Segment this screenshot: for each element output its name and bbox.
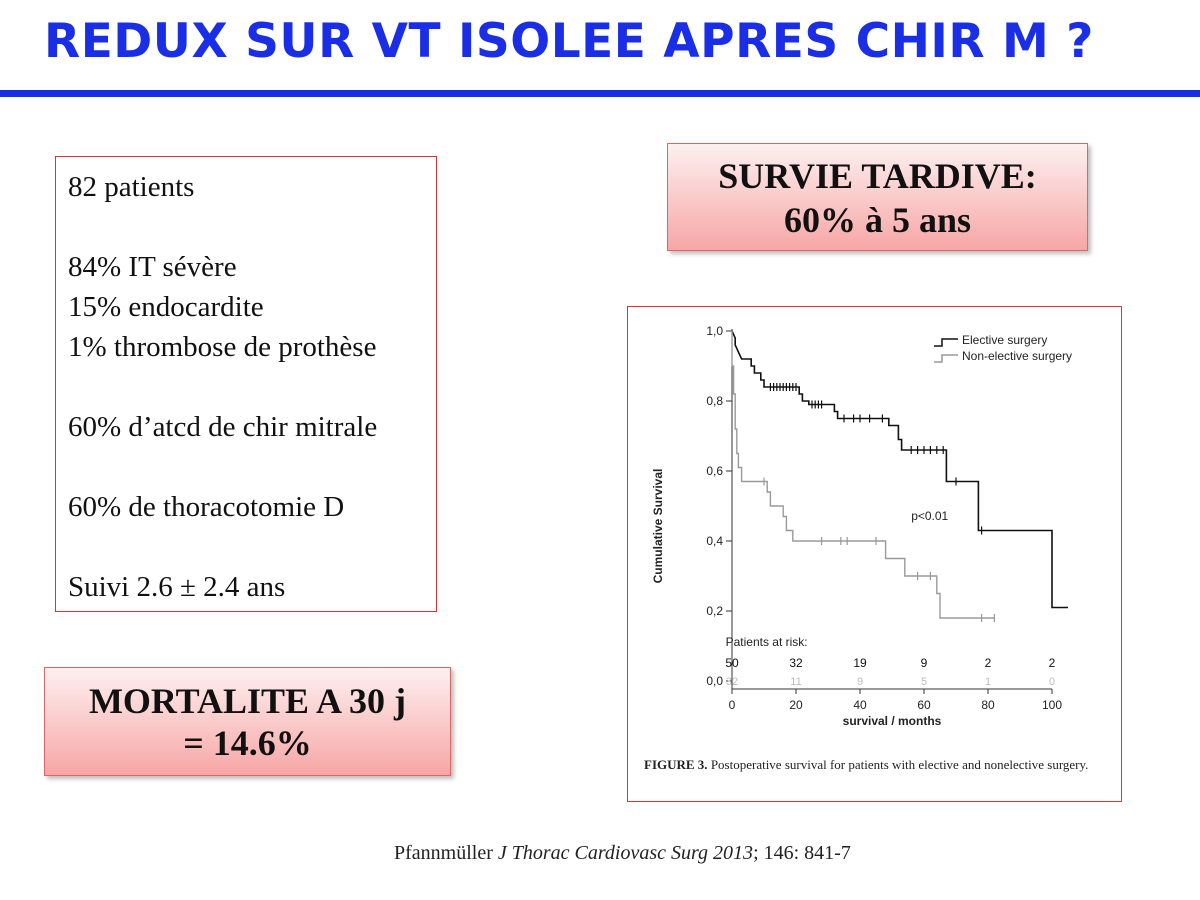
p-value-annotation: p<0.01	[911, 509, 949, 523]
x-tick-label: 20	[789, 698, 803, 712]
info-line: Suivi 2.6 ± 2.4 ans	[68, 571, 286, 603]
info-line: 60% d’atcd de chir mitrale	[68, 411, 378, 443]
risk-count-elective: 2	[984, 656, 992, 670]
citation	[394, 842, 851, 865]
mortality-value: = 14.6%	[183, 723, 312, 763]
y-tick-label: 0,0	[706, 674, 723, 688]
survival-chart	[628, 307, 1121, 747]
mortality-heading: MORTALITE A 30 j	[88, 681, 407, 721]
citation-ref: ; 146: 841-7	[753, 842, 851, 864]
y-axis-label: Cumulative Survival	[651, 468, 665, 584]
patient-info-box	[55, 156, 437, 612]
info-spacer	[68, 527, 436, 567]
legend-label: Non-elective surgery	[962, 349, 1073, 363]
figure-caption	[644, 755, 1112, 775]
mortality-box	[44, 667, 451, 776]
y-tick-label: 0,6	[706, 464, 723, 478]
citation-journal: J Thorac Cardiovasc Surg 2013	[497, 842, 754, 864]
citation-author: Pfannmüller	[394, 842, 493, 864]
figure-caption-text: Postoperative survival for patients with elective and nonelective surgery.	[710, 757, 1089, 772]
legend-label: Elective surgery	[962, 333, 1048, 347]
y-tick-label: 0,4	[706, 534, 723, 548]
x-tick-label: 60	[917, 698, 931, 712]
info-spacer	[68, 367, 436, 407]
info-spacer	[68, 207, 436, 247]
series-line-non-elective	[732, 331, 994, 618]
late-survival-box	[667, 143, 1088, 251]
legend-swatch	[934, 339, 958, 346]
x-axis-label: survival / months	[842, 714, 942, 728]
risk-count-non-elective: 5	[920, 676, 928, 688]
risk-count-elective: 32	[789, 656, 803, 670]
risk-count-non-elective: 32	[725, 676, 739, 688]
risk-count-non-elective: 11	[790, 676, 802, 688]
info-line: 60% de thoracotomie D	[68, 491, 345, 523]
y-tick-label: 0,2	[706, 604, 723, 618]
slide-title: REDUX SUR VT ISOLEE APRES CHIR M ?	[44, 14, 1094, 69]
x-tick-label: 40	[853, 698, 867, 712]
risk-count-elective: 9	[920, 656, 928, 670]
risk-count-elective: 19	[853, 656, 867, 670]
series-line-elective	[732, 331, 1068, 608]
y-tick-label: 1,0	[706, 324, 723, 338]
late-survival-heading: SURVIE TARDIVE:	[718, 156, 1037, 196]
risk-count-elective: 2	[1048, 656, 1056, 670]
legend-swatch	[934, 355, 958, 362]
info-line: 15% endocardite	[68, 291, 264, 323]
risk-count-elective: 50	[725, 656, 739, 670]
info-line: 84% IT sévère	[68, 251, 237, 283]
info-spacer	[68, 447, 436, 487]
info-line: 82 patients	[68, 171, 195, 203]
x-tick-label: 80	[981, 698, 995, 712]
survival-figure	[627, 306, 1122, 802]
risk-count-non-elective: 9	[856, 676, 864, 688]
x-tick-label: 100	[1041, 698, 1063, 712]
risk-count-non-elective: 1	[984, 676, 992, 688]
info-line: 1% thrombose de prothèse	[68, 331, 377, 363]
title-underline	[0, 90, 1200, 97]
risk-count-non-elective: 0	[1048, 676, 1056, 688]
y-tick-label: 0,8	[706, 394, 723, 408]
risk-table-label: Patients at risk:	[725, 635, 808, 649]
x-tick-label: 0	[728, 698, 736, 712]
figure-caption-label: FIGURE 3.	[644, 757, 708, 772]
late-survival-value: 60% à 5 ans	[783, 200, 972, 240]
